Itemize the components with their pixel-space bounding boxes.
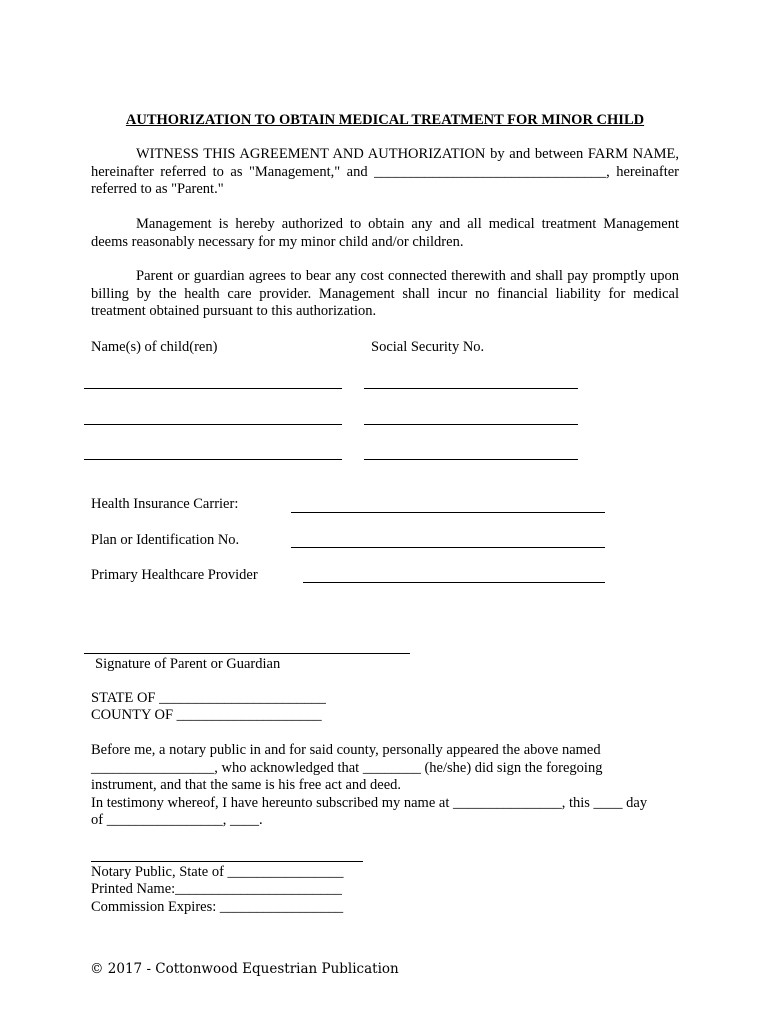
- notary-text-line-3: instrument, and that the same is his free act and deed.: [91, 777, 402, 793]
- witness-paragraph: [91, 146, 679, 199]
- notary-printed-name: Printed Name:_______________________: [91, 881, 342, 897]
- ssn-line-2[interactable]: [364, 424, 578, 425]
- management-text: Management is hereby authorized to obtain any and all medical treatment Management deems reasonably necessary for my minor child and/or children.: [91, 216, 679, 250]
- copyright-footer: © 2017 - Cottonwood Equestrian Publication: [90, 961, 399, 977]
- plan-id-line[interactable]: [291, 547, 605, 548]
- child-name-line-3[interactable]: [84, 459, 342, 460]
- primary-provider-label: Primary Healthcare Provider: [91, 567, 258, 583]
- notary-text-line-2: _________________, who acknowledged that ________ (he/she) did sign the foregoing: [91, 760, 603, 776]
- parent-signature-label: Signature of Parent or Guardian: [95, 656, 281, 672]
- child-name-line-2[interactable]: [84, 424, 342, 425]
- ssn-line-1[interactable]: [364, 388, 578, 389]
- management-paragraph: [91, 216, 679, 251]
- notary-text-line-4: In testimony whereof, I have hereunto subscribed my name at _______________, this ____ day: [91, 795, 648, 811]
- notary-signature-line[interactable]: [91, 861, 363, 862]
- notary-state-line: Notary Public, State of ________________: [91, 864, 344, 880]
- insurance-carrier-label: Health Insurance Carrier:: [91, 496, 239, 512]
- notary-text-line-1: Before me, a notary public in and for said county, personally appeared the above named: [91, 742, 601, 758]
- plan-id-label: Plan or Identification No.: [91, 532, 240, 548]
- witness-text: WITNESS THIS AGREEMENT AND AUTHORIZATION by and between FARM NAME, hereinafter referred to as "Management," and ________________________________, hereinafter referred to as "Parent.": [91, 146, 679, 197]
- notary-text-line-5: of ________________, ____.: [91, 812, 263, 828]
- child-names-label: Name(s) of child(ren): [91, 339, 218, 355]
- cost-text: Parent or guardian agrees to bear any cost connected therewith and shall pay promptly upon billing by the health care provider. Management shall incur no financial liability for medical treatment obtained pursuant to this authorization.: [91, 268, 679, 319]
- state-of-line: STATE OF _______________________: [91, 690, 326, 706]
- county-of-line: COUNTY OF ____________________: [91, 707, 322, 723]
- insurance-carrier-line[interactable]: [291, 512, 605, 513]
- parent-signature-line[interactable]: [84, 653, 410, 654]
- ssn-label: Social Security No.: [371, 339, 485, 355]
- cost-paragraph: [91, 268, 679, 321]
- primary-provider-line[interactable]: [303, 582, 605, 583]
- ssn-line-3[interactable]: [364, 459, 578, 460]
- child-name-line-1[interactable]: [84, 388, 342, 389]
- document-title: AUTHORIZATION TO OBTAIN MEDICAL TREATMENT FOR MINOR CHILD: [125, 112, 645, 128]
- notary-commission-expires: Commission Expires: _________________: [91, 899, 344, 915]
